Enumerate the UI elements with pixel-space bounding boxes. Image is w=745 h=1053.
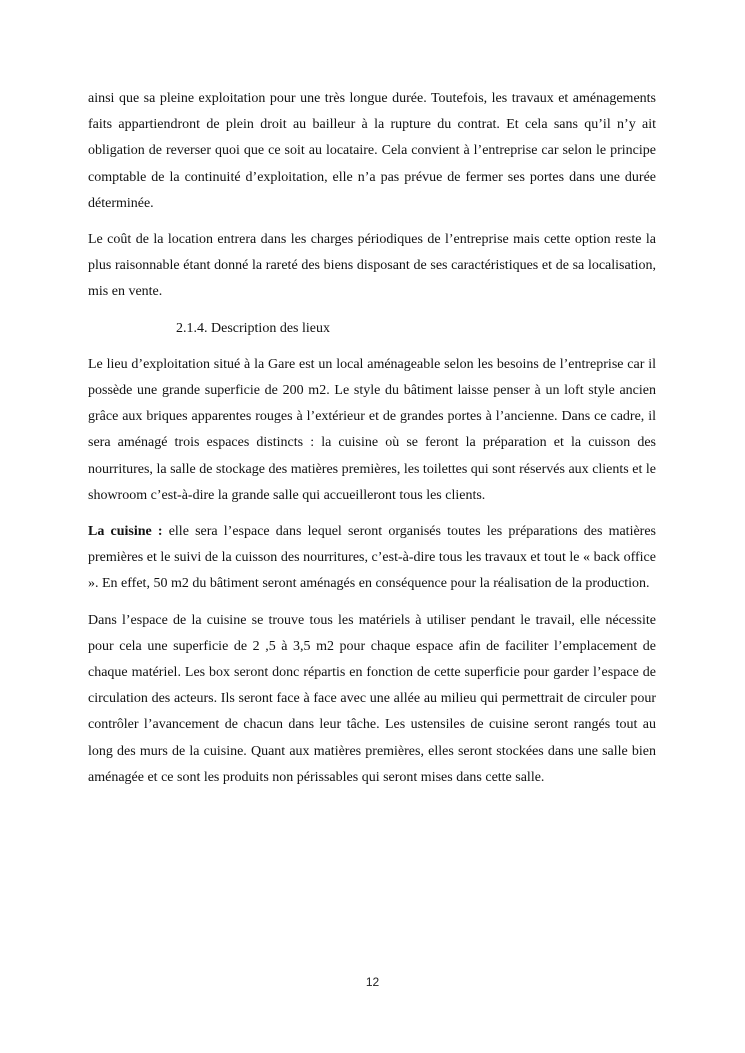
page-number: 12 (365, 975, 380, 989)
paragraph-premises-description: Le lieu d’exploitation situé à la Gare est un local aménageable selon les besoins de l’entreprise car il possède une grande superficie de 200 m2. Le style du bâtiment laisse penser à un loft style ancien grâce aux briques apparentes rouges à l’extérieur et de grandes portes à l’ancienne. Dans ce cadre, il sera aménagé trois espaces distincts : la cuisine où se feront la préparation et la cuisson des nourritures, la salle de stockage des matières premières, les toilettes qui sont réservés aux clients et le showroom c’est-à-dire la grande salle qui accueilleront tous les clients. (88, 356, 656, 503)
page-body (88, 86, 656, 791)
paragraph-gap (88, 217, 656, 227)
kitchen-text: elle sera l’espace dans lequel seront organisés toutes les préparations des matières premières et le suivi de la cuisson des nourritures, c’est-à-dire tous les travaux et tout le « back office ». En effet, 50 m2 du bâtiment seront aménagés en conséquence pour la réalisation de la production. (88, 524, 656, 592)
paragraph-gap (88, 509, 656, 519)
section-heading: 2.1.4. Description des lieux (176, 320, 330, 336)
paragraph-kitchen (88, 519, 656, 598)
paragraph-gap (88, 342, 656, 352)
paragraph-kitchen-equipment: Dans l’espace de la cuisine se trouve tous les matériels à utiliser pendant le travail, elle nécessite pour cela une superficie de 2 ,5 à 3,5 m2 pour chaque espace afin de faciliter l’emplacement de chaque matériel. Les box seront donc répartis en fonction de cette superficie pour garder l’espace de circulation des acteurs. Ils seront face à face avec une allée au milieu qui permettrait de circuler pour contrôler l’avancement de chacun dans leur tâche. Les ustensiles de cuisine seront rangés tout au long des murs de la cuisine. Quant aux matières premières, elles seront stockées dans une salle bien aménagée et ce sont les produits non périssables qui seront mises dans cette salle. (88, 612, 656, 785)
paragraph-gap (88, 306, 656, 316)
kitchen-label: La cuisine : (88, 524, 163, 540)
paragraph-lease-continuation: ainsi que sa pleine exploitation pour une très longue durée. Toutefois, les travaux et aménagements faits appartiendront de plein droit au bailleur à la rupture du contrat. Et cela sans qu’il n’y ait obligation de reverser quoi que ce soit au locataire. Cela convient à l’entreprise car selon le principe comptable de la continuité d’exploitation, elle n’a pas prévue de fermer ses portes dans une durée déterminée. (88, 91, 656, 211)
paragraph-rental-cost: Le coût de la location entrera dans les charges périodiques de l’entreprise mais cette option reste la plus raisonnable étant donné la rareté des biens disposant de ses caractéristiques et de sa localisation, mis en vente. (88, 232, 656, 300)
paragraph-gap (88, 598, 656, 608)
